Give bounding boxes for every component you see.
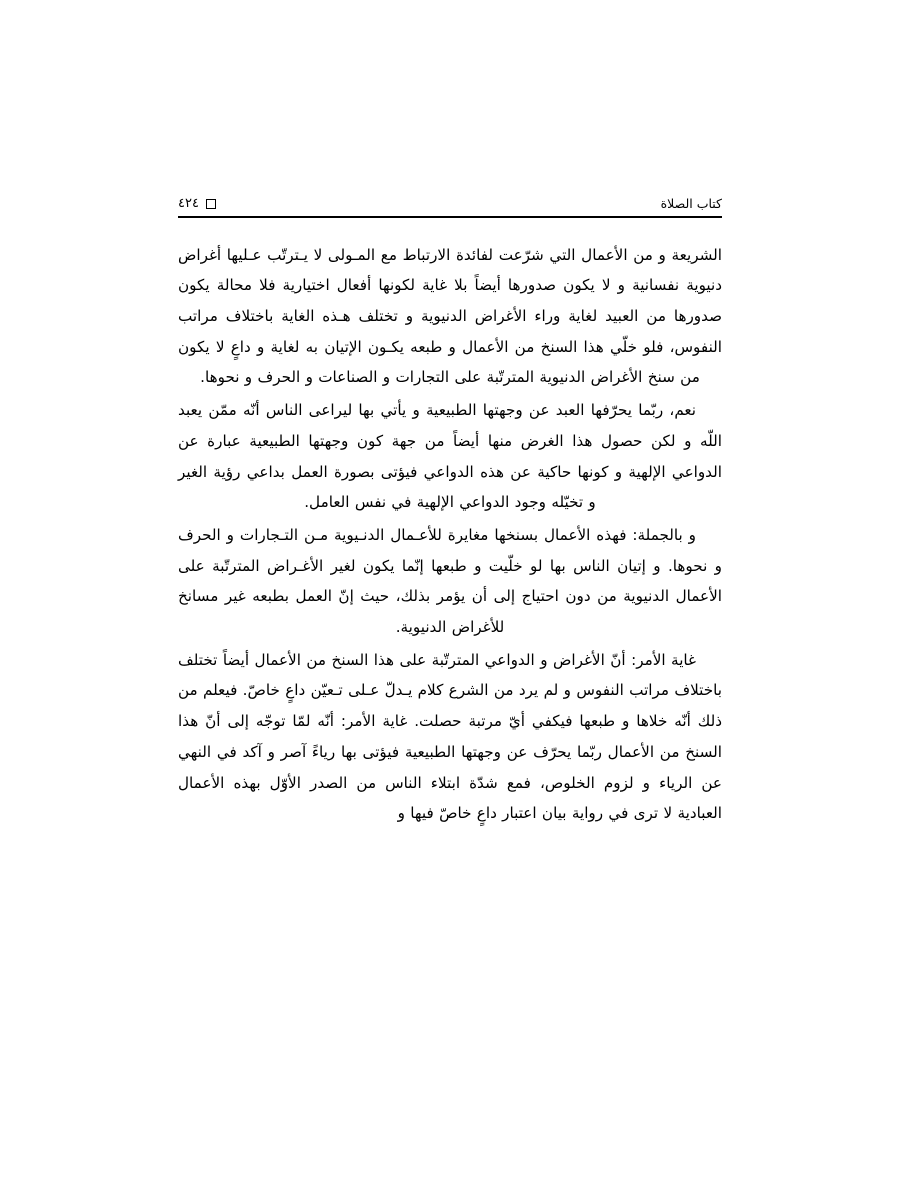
square-bullet-icon	[206, 199, 216, 209]
book-title: كتاب الصلاة	[660, 196, 722, 212]
page-content	[178, 196, 722, 831]
paragraph-1: الشريعة و من الأعمال التي شرّعت لفائدة الارتباط مع المـولى لا يـترتّب عـليها أغراض دنيوية نفسانية و لا يكون صدورها أيضاً بلا غاية لكونها أفعال اختيارية فلا محالة يكون صدورها من العبيد لغاية وراء الأغراض الدنيوية و تختلف هـذه الغاية باختلاف مراتب النفوس، فلو خلّي هذا السنخ من الأعمال و طبعه يكـون الإتيان به لغاية و داعٍ لا يكون من سنخ الأغراض الدنيوية المترتّبة على التجارات و الصناعات و الحرف و نحوها.	[178, 245, 722, 387]
header-divider	[178, 216, 722, 218]
running-head	[178, 196, 722, 216]
page-number: ٤٢٤	[178, 196, 199, 211]
page-number-group	[178, 196, 216, 212]
paragraph-2: نعم، ربّما يحرّفها العبد عن وجهتها الطبيعية و يأتي بها ليراعى الناس أنّه ممّن يعبد اللّه و لكن حصول هذا الغرض منها أيضاً من جهة كون وجهتها الطبيعية عبارة عن الدواعي الإلهية و كونها حاكية عن هذه الدواعي فيؤتى بصورة العمل بداعي رؤية الغير و تخيّله وجود الدواعي الإلهية في نفس العامل.	[178, 401, 722, 512]
paragraph-3: و بالجملة: فهذه الأعمال بسنخها مغايرة للأعـمال الدنـيوية مـن التـجارات و الحرف و نحوها. و إتيان الناس بها لو خلّيت و طبعها إنّما يكون لغير الأغـراض المترتّبة على الأعمال الدنيوية من دون احتياج إلى أن يؤمر بذلك، حيث إنّ العمل بطبعه غير مسانخ للأغراض الدنيوية.	[178, 525, 722, 637]
paragraph-4: غاية الأمر: أنّ الأغراض و الدواعي المترتّبة على هذا السنخ من الأعمال أيضاً تختلف باختلاف مراتب النفوس و لم يرد من الشرع كلام يـدلّ عـلى تـعيّن داعٍ خاصّ. فيعلم من ذلك أنّه خلاها و طبعها فيكفي أيّ مرتبة حصلت. غاية الأمر: أنّه لمّا توجّه إلى أنّ هذا السنخ من الأعمال ربّما يحرّف عن وجهتها الطبيعية فيؤتى بها رياءً آصر و آكد في النهي عن الرياء و لزوم الخلوص، فمع شدّة ابتلاء الناس من الصدر الأوّل بهذه الأعمال العبادية لا ترى في رواية بيان اعتبار داعٍ خاصّ فيها و	[178, 650, 722, 823]
